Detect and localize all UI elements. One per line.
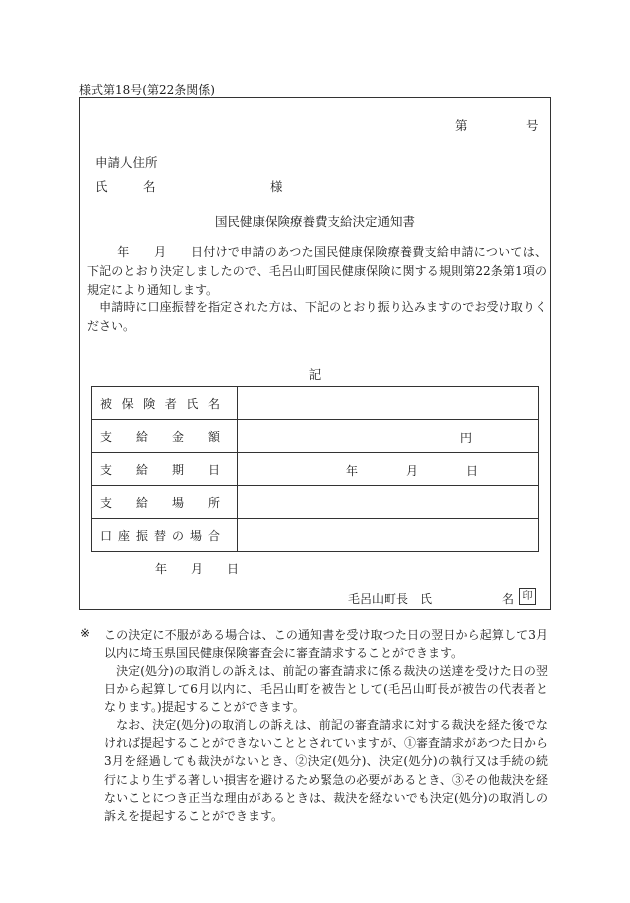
payment-date-text: 年 月 日 [346, 464, 479, 478]
payment-date-value [238, 453, 539, 486]
note-paragraph-3: なお、決定(処分)の取消しの訴えは、前記の審査請求に対する裁決を経た後でなければ提起することができないこととされていますが、①審査請求があつた日から3月を経過しても裁決がないとき、②決定(処分)、決定(処分)の執行又は手続の続行により生ずる著しい損害を避けるため緊急の必要があるとき、③その他裁決を経ないことにつき正当な理由があるときは、裁決を経ないでも決定(処分)の取消しの訴えを提起することができます。 [104, 718, 549, 824]
document-title: 国民健康保険療養費支給決定通知書 [214, 214, 415, 229]
ki-heading: 記 [308, 367, 322, 382]
body-paragraph-2: 申請時に口座振替を指定された方は、下記のとおり振り込みますのでお受け取りください。 [87, 300, 547, 333]
issue-date: 年 月 日 [155, 562, 240, 576]
seal-box: 印 [519, 588, 536, 605]
row-label-cell [92, 519, 238, 552]
mayor-mei: 名 [502, 592, 515, 606]
insured-name-value [238, 387, 539, 420]
note-paragraph-1: この決定に不服がある場合は、この通知書を受け取つた日の翌日から起算して3月以内に埼玉県国民健康保険審査会に審査請求することができます。 [104, 628, 548, 661]
row-label: 支給金額 [100, 429, 220, 444]
note-paragraph-2: 決定(処分)の取消しの訴えは、前記の審査請求に係る裁決の送達を受けた日の翌日から起算して6月以内に、毛呂山町を被告として(毛呂山町長が被告の代表者となります。)提起することができます。 [104, 664, 548, 715]
row-label: 口座振替の場合 [100, 528, 220, 543]
table-row [92, 387, 539, 420]
number-go: 号 [526, 118, 539, 133]
applicant-address-label: 申請人住所 [95, 155, 158, 170]
payment-details-table [91, 386, 539, 552]
row-label-cell [92, 387, 238, 420]
table-row [92, 453, 539, 486]
note-mark: ※ [80, 626, 91, 640]
row-label: 支給場所 [100, 495, 220, 510]
table-row [92, 519, 539, 552]
applicant-name-label-2: 名 [143, 179, 156, 194]
table-row [92, 486, 539, 519]
payment-place-value [238, 486, 539, 519]
row-label-cell [92, 486, 238, 519]
number-dai: 第 [455, 118, 468, 133]
row-label-cell [92, 453, 238, 486]
yen-unit: 円 [460, 431, 473, 445]
amount-value [238, 420, 539, 453]
row-label-cell [92, 420, 238, 453]
row-label: 被保険者氏名 [100, 396, 220, 411]
account-transfer-value [238, 519, 539, 552]
applicant-name-label-1: 氏 [95, 179, 108, 194]
mayor-title: 毛呂山町長 氏 [348, 592, 433, 606]
table-row [92, 420, 539, 453]
form-number-label: 様式第18号(第22条関係) [79, 83, 215, 97]
row-label: 支給期日 [100, 462, 220, 477]
body-paragraph-1: 年 月 日付けで申請のあつた国民健康保険療養費支給申請については、下記のとおり決定しましたので、毛呂山町国民健康保険に関する規則第22条第1項の規定により通知します。 [87, 245, 547, 297]
applicant-sama: 様 [270, 179, 283, 194]
